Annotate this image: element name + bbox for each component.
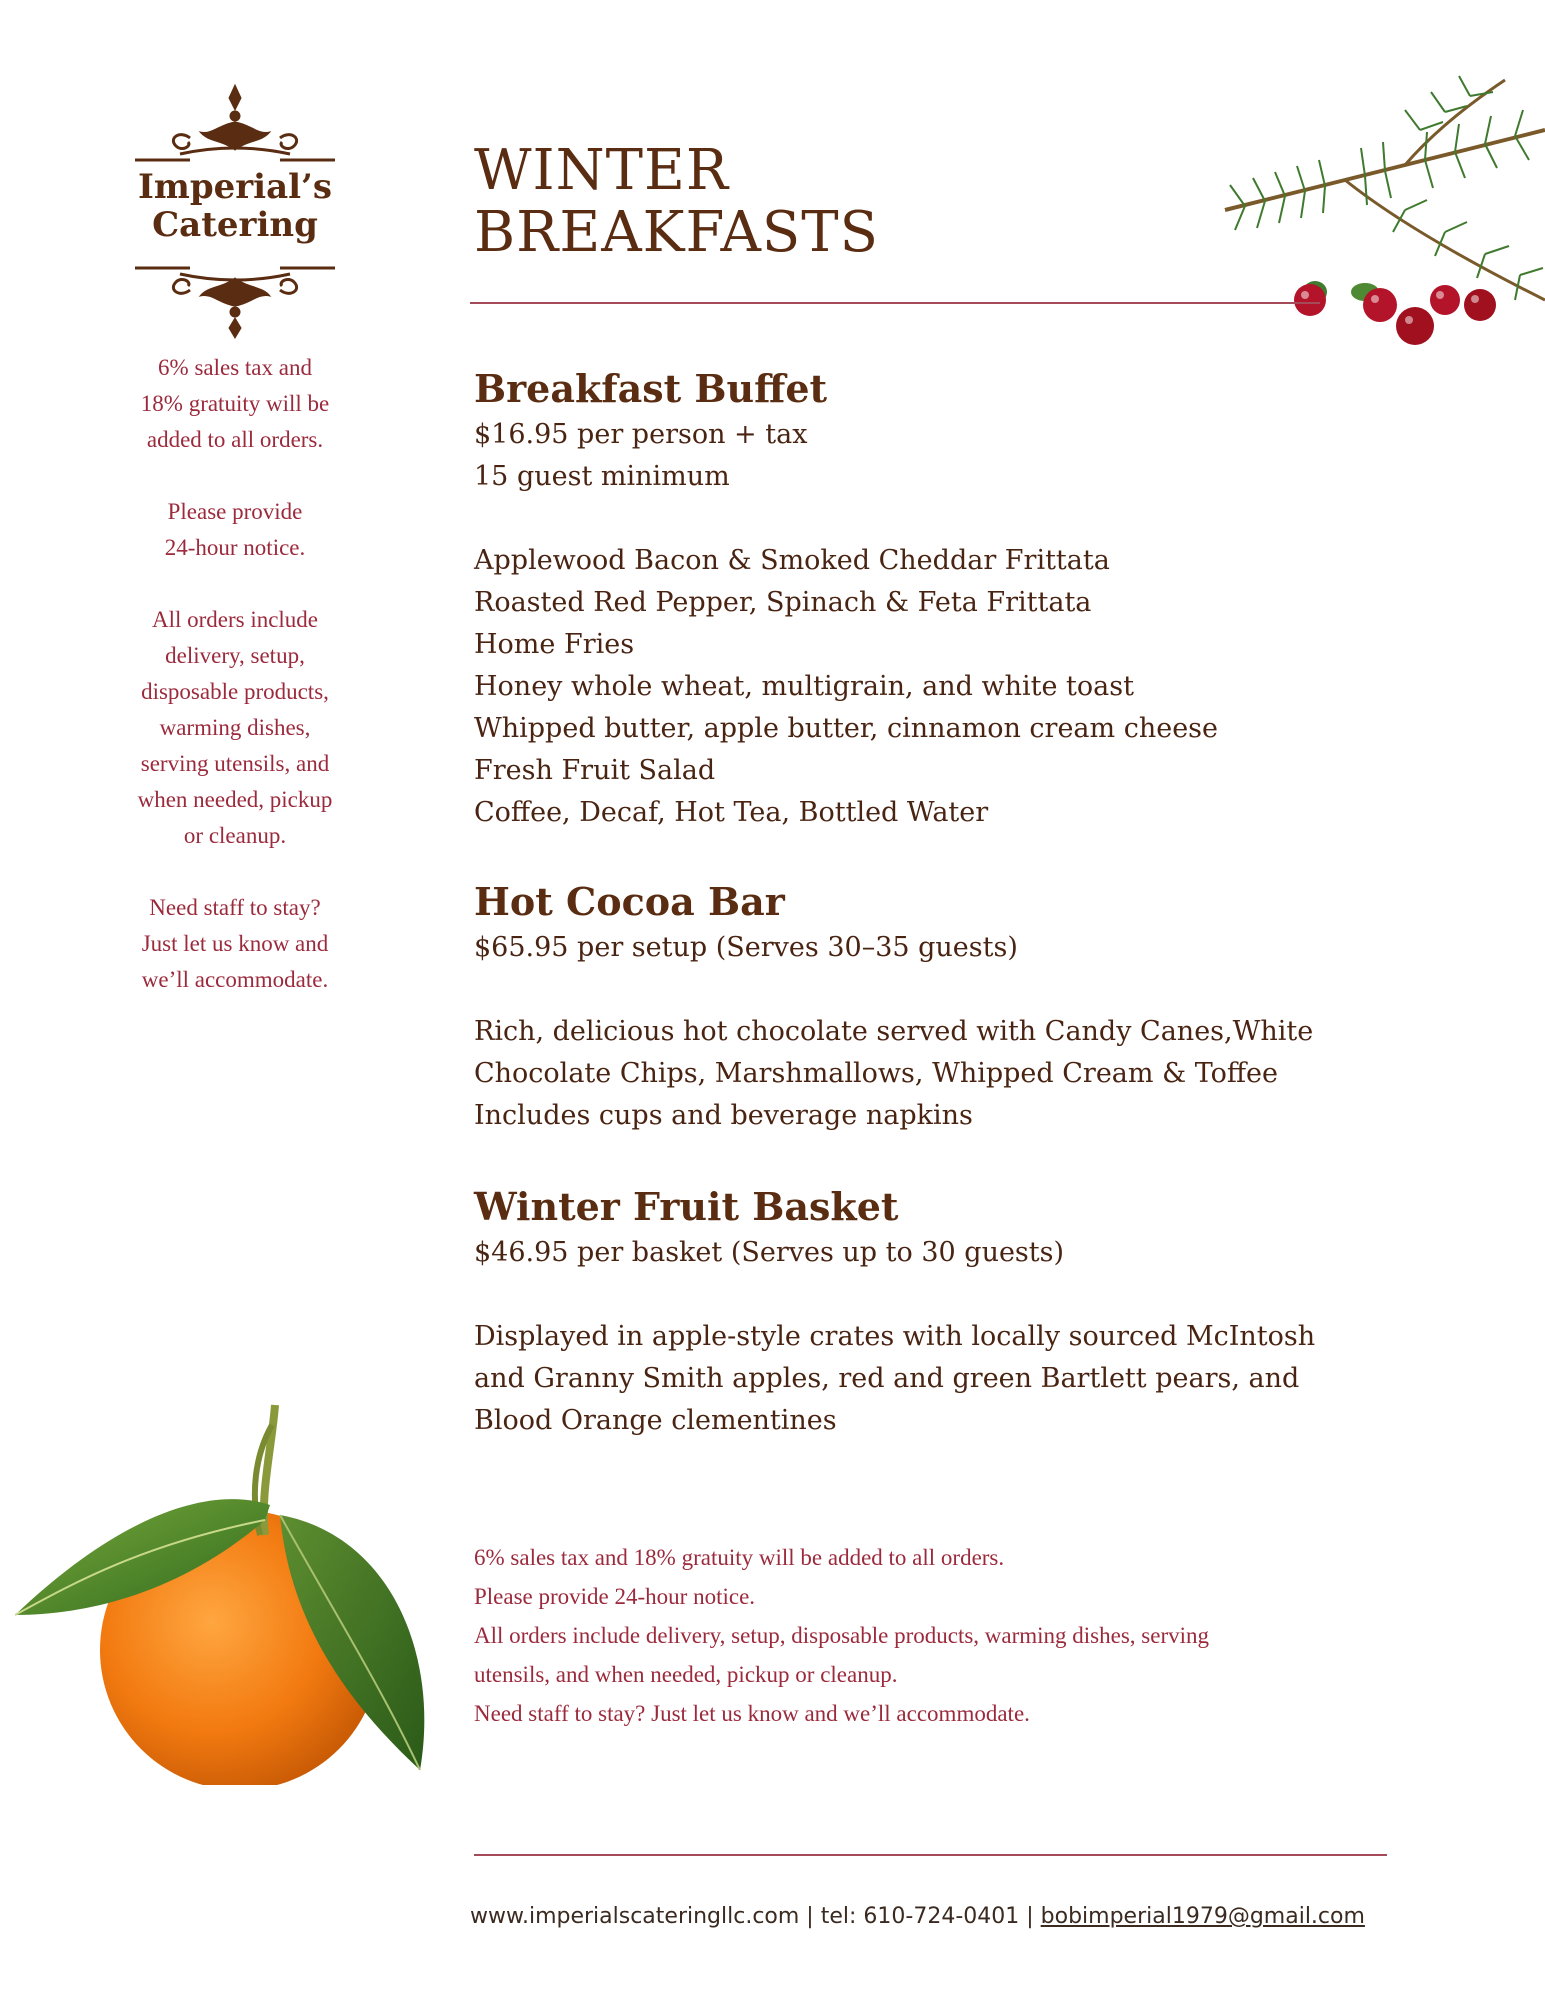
title-line-1: WINTER — [474, 138, 730, 203]
order-note: 6% sales tax and 18% gratuity will be added to all orders. — [474, 1545, 1005, 1570]
order-notes — [474, 1538, 1374, 1733]
hot-cocoa-bar-heading: Hot Cocoa Bar — [474, 879, 785, 924]
sidebar-note-staff: Need staff to stay? Just let us know and we’ll accommodate. — [141, 895, 329, 992]
sidebar-note-tax: 6% sales tax and 18% gratuity will be added to all orders. — [140, 355, 330, 452]
email-link[interactable]: bobimperial1979@gmail.com — [1040, 1904, 1365, 1929]
sidebar-note-notice: Please provide 24-hour notice. — [164, 499, 306, 560]
phone-number: tel: 610-724-0401 — [820, 1904, 1020, 1929]
logo-line-2: Catering — [152, 205, 318, 245]
pine-branch-illustration — [1205, 70, 1545, 370]
order-note: Please provide 24-hour notice. — [474, 1584, 756, 1609]
menu-item: Applewood Bacon & Smoked Cheddar Frittata — [474, 545, 1110, 576]
winter-fruit-basket-heading: Winter Fruit Basket — [474, 1184, 899, 1229]
orange-fruit-illustration — [10, 1385, 430, 1785]
hot-cocoa-bar-price: $65.95 per setup (Serves 30–35 guests) — [474, 932, 1018, 963]
sidebar-notes — [95, 350, 375, 1034]
company-logo — [120, 80, 350, 340]
hot-cocoa-bar-description: Chocolate Chips, Marshmallows, Whipped Cream & Toffee — [474, 1058, 1279, 1089]
page-title — [474, 140, 879, 264]
menu-item: Honey whole wheat, multigrain, and white toast — [474, 671, 1134, 702]
winter-fruit-basket-section — [474, 1182, 1315, 1442]
title-divider — [470, 302, 1320, 304]
hot-cocoa-bar-description: Rich, delicious hot chocolate served with Candy Canes,White — [474, 1016, 1314, 1047]
menu-item: Whipped butter, apple butter, cinnamon cream cheese — [474, 713, 1219, 744]
winter-fruit-basket-description: Blood Orange clementines — [474, 1405, 837, 1436]
order-note: All orders include delivery, setup, disposable products, warming dishes, serving — [474, 1623, 1210, 1648]
footer-separator: | — [799, 1904, 821, 1929]
contact-footer — [470, 1904, 1390, 1929]
order-note: utensils, and when needed, pickup or cleanup. — [474, 1662, 898, 1687]
hot-cocoa-bar-includes: Includes cups and beverage napkins — [474, 1100, 973, 1131]
breakfast-buffet-heading: Breakfast Buffet — [474, 366, 828, 411]
menu-item: Fresh Fruit Salad — [474, 755, 716, 786]
sidebar-note-includes: All orders include delivery, setup, disposable products, warming dishes, serving utensils, and when needed, pickup or cleanup. — [137, 607, 333, 848]
title-line-2: BREAKFASTS — [474, 200, 879, 265]
footer-divider — [474, 1854, 1387, 1856]
website-link[interactable]: www.imperialscateringllc.com — [470, 1904, 800, 1929]
breakfast-buffet-section — [474, 364, 1218, 834]
winter-fruit-basket-price: $46.95 per basket (Serves up to 30 guests) — [474, 1237, 1065, 1268]
menu-item: Coffee, Decaf, Hot Tea, Bottled Water — [474, 797, 989, 828]
breakfast-buffet-price: $16.95 per person + tax — [474, 419, 808, 450]
footer-separator: | — [1019, 1904, 1041, 1929]
logo-wordmark — [120, 168, 350, 244]
logo-line-1: Imperial’s — [137, 167, 333, 207]
winter-fruit-basket-description: and Granny Smith apples, red and green Bartlett pears, and — [474, 1363, 1300, 1394]
winter-fruit-basket-description: Displayed in apple-style crates with locally sourced McIntosh — [474, 1321, 1316, 1352]
order-note: Need staff to stay? Just let us know and we’ll accommodate. — [474, 1701, 1030, 1726]
hot-cocoa-bar-section — [474, 877, 1313, 1137]
menu-item: Roasted Red Pepper, Spinach & Feta Frittata — [474, 587, 1092, 618]
menu-item: Home Fries — [474, 629, 635, 660]
breakfast-buffet-minimum: 15 guest minimum — [474, 461, 730, 492]
